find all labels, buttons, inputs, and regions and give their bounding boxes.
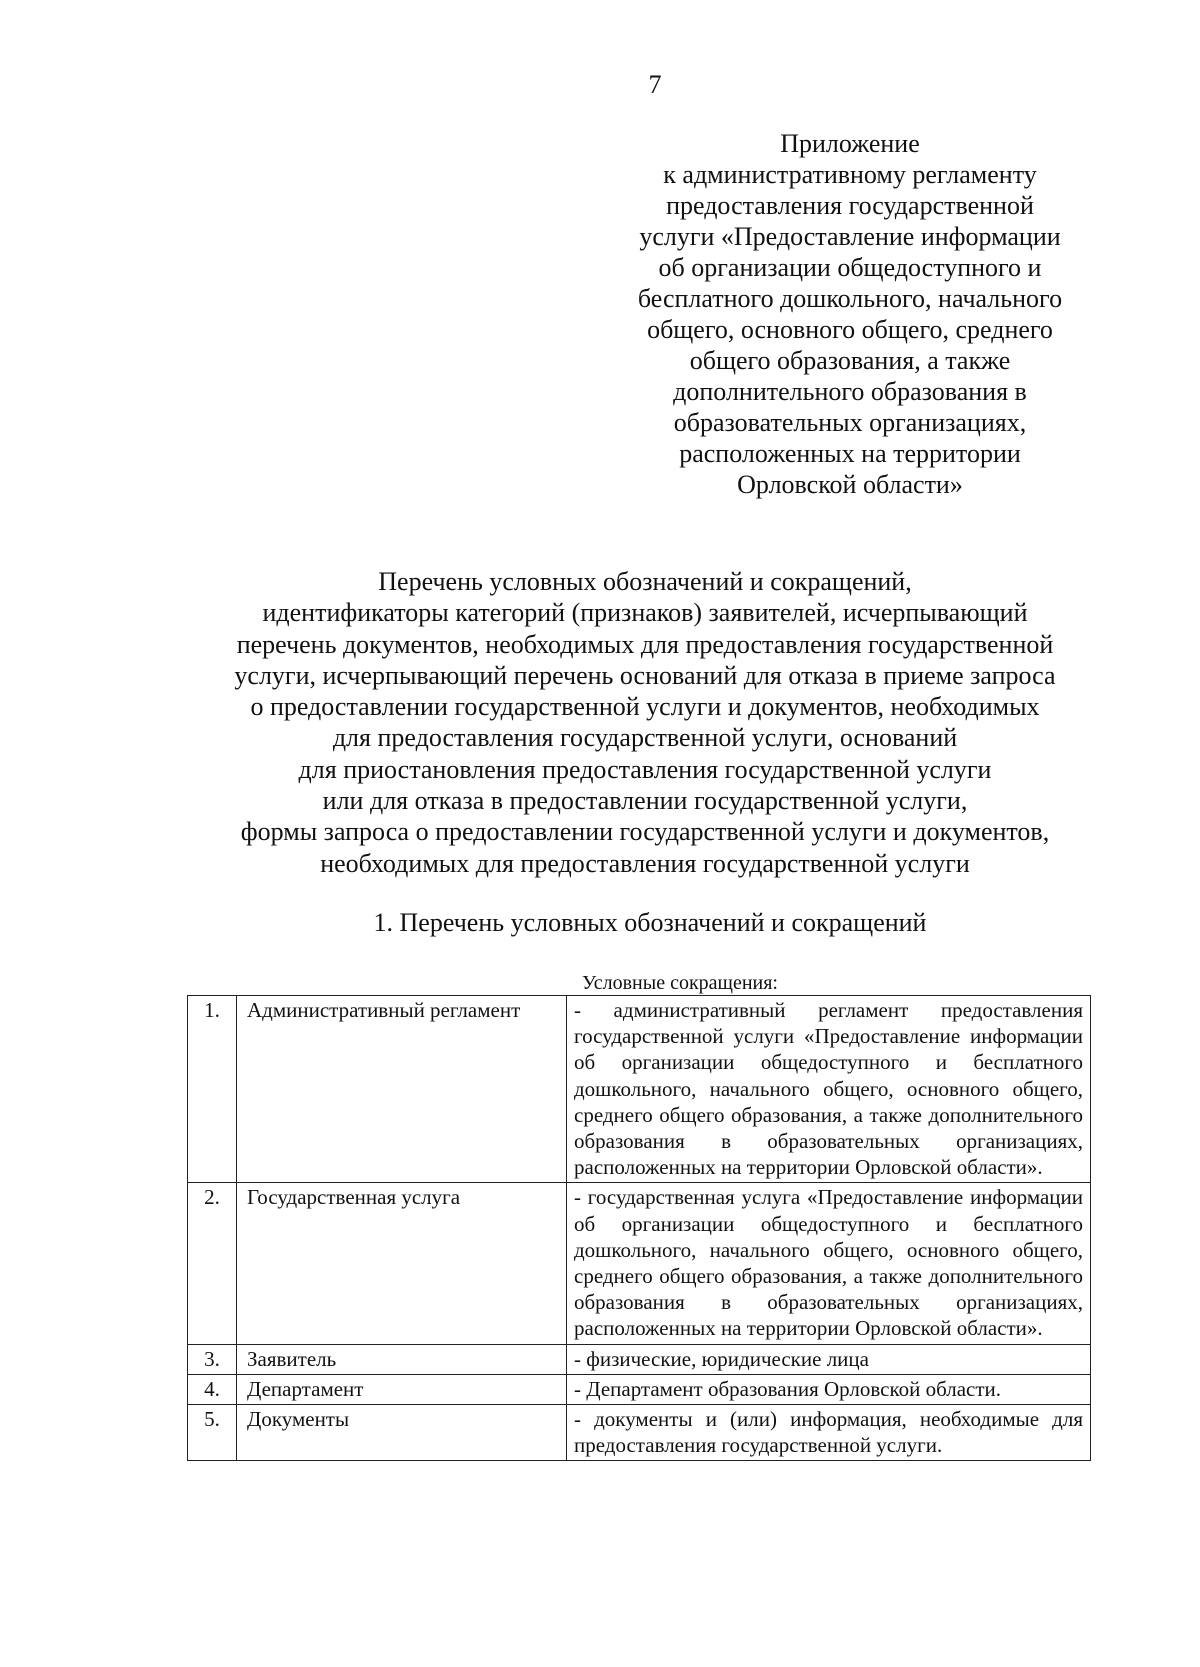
section-heading: 1. Перечень условных обозначений и сокращений xyxy=(373,908,927,937)
title-line: для приостановления предоставления государственной услуги xyxy=(298,754,992,784)
title-line: о предоставлении государственной услуги и документов, необходимых xyxy=(250,692,1040,722)
abbreviation-definition: - документы и (или) информация, необходимые для предоставления государственной услуги. xyxy=(567,1405,1091,1461)
row-number: 3. xyxy=(188,1344,237,1374)
appendix-line: общего образования, а также xyxy=(689,346,1011,375)
appendix-line: предоставления государственной xyxy=(666,191,1034,220)
appendix-line: Орловской области» xyxy=(737,470,963,499)
row-number: 1. xyxy=(188,996,237,1183)
row-number: 2. xyxy=(188,1183,237,1344)
abbreviation-term: Департамент xyxy=(237,1374,567,1404)
title-line: Перечень условных обозначений и сокращений, xyxy=(378,567,912,596)
document-title xyxy=(150,566,1140,879)
table-row xyxy=(188,996,1091,1183)
appendix-line: бесплатного дошкольного, начального xyxy=(637,284,1063,313)
title-line: формы запроса о предоставлении государственной услуги и документов, xyxy=(240,817,1050,847)
appendix-line: услуги «Предоставление информации xyxy=(639,222,1061,251)
abbreviations-table xyxy=(187,995,1091,1461)
abbreviation-term: Административный регламент xyxy=(237,996,567,1183)
abbreviation-term: Заявитель xyxy=(237,1344,567,1374)
abbreviation-definition: - Департамент образования Орловской области. xyxy=(567,1374,1091,1404)
appendix-line: об организации общедоступного и xyxy=(658,253,1042,282)
abbreviation-definition: - физические, юридические лица xyxy=(567,1344,1091,1374)
appendix-line: общего, основного общего, среднего xyxy=(647,315,1053,344)
appendix-line: расположенных на территории xyxy=(679,439,1021,468)
row-number: 4. xyxy=(188,1374,237,1404)
abbreviation-definition: - административный регламент предоставления государственной услуги «Предоставление информации об организации общедоступного и бесплатного дошкольного, начального общего, основного общего, среднего общего образования, а также дополнительного образования в образовательных организациях, расположенных на территории Орловской области». xyxy=(567,996,1091,1183)
appendix-block xyxy=(615,128,1085,500)
table-row xyxy=(188,1374,1091,1404)
row-number: 5. xyxy=(188,1405,237,1461)
title-line: идентификаторы категорий (признаков) заявителей, исчерпывающий xyxy=(262,598,1028,628)
table-row xyxy=(188,1183,1091,1344)
table-row xyxy=(188,1405,1091,1461)
title-line: или для отказа в предоставлении государственной услуги, xyxy=(322,786,968,816)
title-line: необходимых для предоставления государственной услуги xyxy=(320,848,970,878)
abbreviation-term: Документы xyxy=(237,1405,567,1461)
abbreviation-term: Государственная услуга xyxy=(237,1183,567,1344)
appendix-line: дополнительного образования в xyxy=(673,377,1027,406)
abbreviation-definition: - государственная услуга «Предоставление информации об организации общедоступного и бесплатного дошкольного, начального общего, основного общего, среднего общего образования, а также дополнительного образования в образовательных организациях, расположенных на территории Орловской области». xyxy=(567,1183,1091,1344)
title-line: для предоставления государственной услуги, оснований xyxy=(332,723,958,753)
appendix-line: к административному регламенту xyxy=(663,160,1037,189)
title-line: услуги, исчерпывающий перечень оснований для отказа в приеме запроса xyxy=(234,660,1056,690)
table-caption: Условные сокращения: xyxy=(582,972,778,994)
appendix-line: Приложение xyxy=(780,129,920,158)
appendix-line: образовательных организациях, xyxy=(673,408,1027,437)
page-number: 7 xyxy=(648,70,662,99)
title-line: перечень документов, необходимых для предоставления государственной xyxy=(236,629,1054,659)
table-row xyxy=(188,1344,1091,1374)
